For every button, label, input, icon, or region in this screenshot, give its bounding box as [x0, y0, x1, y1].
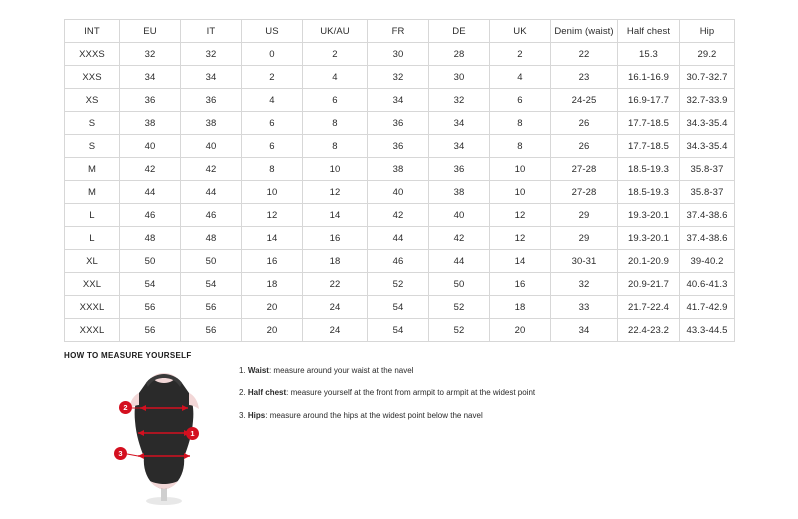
cell: 8 — [242, 158, 303, 181]
cell: 56 — [120, 296, 181, 319]
cell: 20 — [242, 296, 303, 319]
cell: 54 — [181, 273, 242, 296]
cell: 20 — [242, 319, 303, 342]
measure-note-text: : measure yourself at the front from armpit to armpit at the widest point — [286, 388, 536, 398]
cell: 40 — [181, 135, 242, 158]
measure-note-text: : measure around your waist at the navel — [268, 366, 414, 375]
cell: 32 — [368, 66, 429, 89]
cell: 24 — [303, 296, 368, 319]
cell: 35.8-37 — [680, 181, 735, 204]
cell: 30.7-32.7 — [680, 66, 735, 89]
cell: 18 — [242, 273, 303, 296]
cell: 17.7-18.5 — [618, 112, 680, 135]
measure-note-term: Half chest — [247, 388, 287, 398]
cell: 56 — [181, 319, 242, 342]
cell: 52 — [368, 273, 429, 296]
cell: 18.5-19.3 — [618, 158, 680, 181]
cell: M — [65, 158, 120, 181]
table-row — [65, 319, 735, 342]
cell: 32 — [120, 43, 181, 66]
cell: 44 — [181, 181, 242, 204]
measure-note-term: Waist — [247, 366, 269, 375]
cell: 34 — [120, 66, 181, 89]
cell: 12 — [490, 227, 551, 250]
how-to-measure-heading: HOW TO MEASURE YOURSELF — [64, 351, 192, 360]
cell: L — [65, 227, 120, 250]
cell: M — [65, 181, 120, 204]
cell: 40 — [368, 181, 429, 204]
cell: 29 — [551, 227, 618, 250]
cell: XXXL — [65, 319, 120, 342]
cell: 14 — [242, 227, 303, 250]
cell: 8 — [303, 135, 368, 158]
cell: 20.1-20.9 — [618, 250, 680, 273]
cell: 33 — [551, 296, 618, 319]
table-row — [65, 66, 735, 89]
cell: 36 — [429, 158, 490, 181]
cell: L — [65, 204, 120, 227]
table-row — [65, 112, 735, 135]
cell: 37.4-38.6 — [680, 204, 735, 227]
column-header-us: US — [242, 20, 303, 43]
measure-note-half-chest — [239, 388, 719, 398]
cell: 54 — [120, 273, 181, 296]
cell: 56 — [120, 319, 181, 342]
cell: XXS — [65, 66, 120, 89]
cell: 42 — [181, 158, 242, 181]
cell: 2 — [242, 66, 303, 89]
cell: 46 — [120, 204, 181, 227]
measure-note-number: 1. — [239, 366, 246, 375]
mannequin-illustration — [94, 363, 234, 508]
cell: 56 — [181, 296, 242, 319]
cell: 32 — [181, 43, 242, 66]
cell: 34.3-35.4 — [680, 135, 735, 158]
cell: 37.4-38.6 — [680, 227, 735, 250]
cell: 44 — [368, 227, 429, 250]
cell: 42 — [368, 204, 429, 227]
cell: 4 — [303, 66, 368, 89]
cell: 26 — [551, 135, 618, 158]
cell: 14 — [490, 250, 551, 273]
cell: 34 — [181, 66, 242, 89]
cell: 6 — [303, 89, 368, 112]
table-row — [65, 135, 735, 158]
cell: 34.3-35.4 — [680, 112, 735, 135]
cell: 24-25 — [551, 89, 618, 112]
cell: 21.7-22.4 — [618, 296, 680, 319]
measure-note-number: 3. — [239, 410, 246, 420]
table-row — [65, 158, 735, 181]
cell: 40 — [120, 135, 181, 158]
cell: 10 — [242, 181, 303, 204]
measure-note-waist — [239, 366, 719, 376]
cell: 8 — [303, 112, 368, 135]
table-row — [65, 227, 735, 250]
cell: 20 — [490, 319, 551, 342]
cell: 36 — [368, 112, 429, 135]
column-header-it: IT — [181, 20, 242, 43]
cell: 50 — [181, 250, 242, 273]
table-row — [65, 296, 735, 319]
measure-bullet-1: 1 — [186, 427, 199, 440]
cell: 36 — [368, 135, 429, 158]
cell: 22.4-23.2 — [618, 319, 680, 342]
cell: 32 — [429, 89, 490, 112]
cell: 34 — [429, 135, 490, 158]
table-row — [65, 273, 735, 296]
cell: 42 — [120, 158, 181, 181]
cell: 46 — [368, 250, 429, 273]
column-header-de: DE — [429, 20, 490, 43]
cell: 52 — [429, 296, 490, 319]
column-header-uk: UK — [490, 20, 551, 43]
measure-note-term: Hips — [247, 410, 266, 420]
cell: 42 — [429, 227, 490, 250]
size-chart-table — [64, 19, 735, 342]
cell: XL — [65, 250, 120, 273]
column-header-eu: EU — [120, 20, 181, 43]
cell: 35.8-37 — [680, 158, 735, 181]
cell: 30-31 — [551, 250, 618, 273]
cell: 22 — [551, 43, 618, 66]
cell: 4 — [490, 66, 551, 89]
cell: XS — [65, 89, 120, 112]
cell: 8 — [490, 135, 551, 158]
cell: 50 — [429, 273, 490, 296]
cell: 6 — [490, 89, 551, 112]
cell: 16.1-16.9 — [618, 66, 680, 89]
column-header-uk-au: UK/AU — [303, 20, 368, 43]
measure-note-hips — [239, 411, 719, 421]
cell: 12 — [242, 204, 303, 227]
cell: 12 — [490, 204, 551, 227]
mannequin-svg — [94, 363, 234, 508]
cell: 6 — [242, 112, 303, 135]
cell: XXXS — [65, 43, 120, 66]
cell: 10 — [490, 181, 551, 204]
cell: 34 — [368, 89, 429, 112]
column-header-int: INT — [65, 20, 120, 43]
cell: 36 — [181, 89, 242, 112]
cell: 19.3-20.1 — [618, 227, 680, 250]
cell: 40.6-41.3 — [680, 273, 735, 296]
cell: 8 — [490, 112, 551, 135]
cell: S — [65, 112, 120, 135]
table-row — [65, 181, 735, 204]
cell: 30 — [429, 66, 490, 89]
cell: 40 — [429, 204, 490, 227]
measure-bullet-2: 2 — [119, 401, 132, 414]
cell: 43.3-44.5 — [680, 319, 735, 342]
cell: 41.7-42.9 — [680, 296, 735, 319]
cell: S — [65, 135, 120, 158]
cell: 29 — [551, 204, 618, 227]
cell: 18.5-19.3 — [618, 181, 680, 204]
cell: 12 — [303, 181, 368, 204]
cell: 0 — [242, 43, 303, 66]
cell: 32 — [551, 273, 618, 296]
cell: 39-40.2 — [680, 250, 735, 273]
measure-bullet-3: 3 — [114, 447, 127, 460]
cell: 50 — [120, 250, 181, 273]
cell: 38 — [120, 112, 181, 135]
cell: 15.3 — [618, 43, 680, 66]
cell: 17.7-18.5 — [618, 135, 680, 158]
cell: 38 — [429, 181, 490, 204]
cell: 28 — [429, 43, 490, 66]
cell: 46 — [181, 204, 242, 227]
cell: 34 — [429, 112, 490, 135]
cell: 2 — [303, 43, 368, 66]
cell: 38 — [181, 112, 242, 135]
cell: 16 — [303, 227, 368, 250]
cell: 30 — [368, 43, 429, 66]
cell: 18 — [490, 296, 551, 319]
table-row — [65, 89, 735, 112]
cell: 32.7-33.9 — [680, 89, 735, 112]
size-chart-table-container — [64, 19, 734, 342]
cell: 26 — [551, 112, 618, 135]
measure-note-text: : measure around the hips at the widest point below the navel — [265, 410, 483, 420]
cell: 23 — [551, 66, 618, 89]
cell: 54 — [368, 319, 429, 342]
cell: 38 — [368, 158, 429, 181]
cell: 10 — [490, 158, 551, 181]
measure-note-number: 2. — [239, 388, 246, 398]
table-row — [65, 204, 735, 227]
cell: 52 — [429, 319, 490, 342]
cell: 44 — [429, 250, 490, 273]
cell: 36 — [120, 89, 181, 112]
column-header-denim-waist: Denim (waist) — [551, 20, 618, 43]
column-header-fr: FR — [368, 20, 429, 43]
cell: 22 — [303, 273, 368, 296]
cell: 27-28 — [551, 158, 618, 181]
measure-notes-list — [239, 366, 719, 433]
cell: 44 — [120, 181, 181, 204]
cell: 4 — [242, 89, 303, 112]
column-header-half-chest: Half chest — [618, 20, 680, 43]
cell: 19.3-20.1 — [618, 204, 680, 227]
table-header-row — [65, 20, 735, 43]
cell: 18 — [303, 250, 368, 273]
cell: 48 — [120, 227, 181, 250]
cell: 10 — [303, 158, 368, 181]
cell: 27-28 — [551, 181, 618, 204]
cell: 54 — [368, 296, 429, 319]
column-header-hip: Hip — [680, 20, 735, 43]
cell: 16.9-17.7 — [618, 89, 680, 112]
cell: 29.2 — [680, 43, 735, 66]
cell: 6 — [242, 135, 303, 158]
cell: XXXL — [65, 296, 120, 319]
cell: 24 — [303, 319, 368, 342]
table-row — [65, 250, 735, 273]
cell: 34 — [551, 319, 618, 342]
cell: XXL — [65, 273, 120, 296]
how-to-measure-section — [64, 363, 734, 508]
cell: 48 — [181, 227, 242, 250]
cell: 14 — [303, 204, 368, 227]
table-row — [65, 43, 735, 66]
cell: 2 — [490, 43, 551, 66]
cell: 20.9-21.7 — [618, 273, 680, 296]
cell: 16 — [242, 250, 303, 273]
cell: 16 — [490, 273, 551, 296]
